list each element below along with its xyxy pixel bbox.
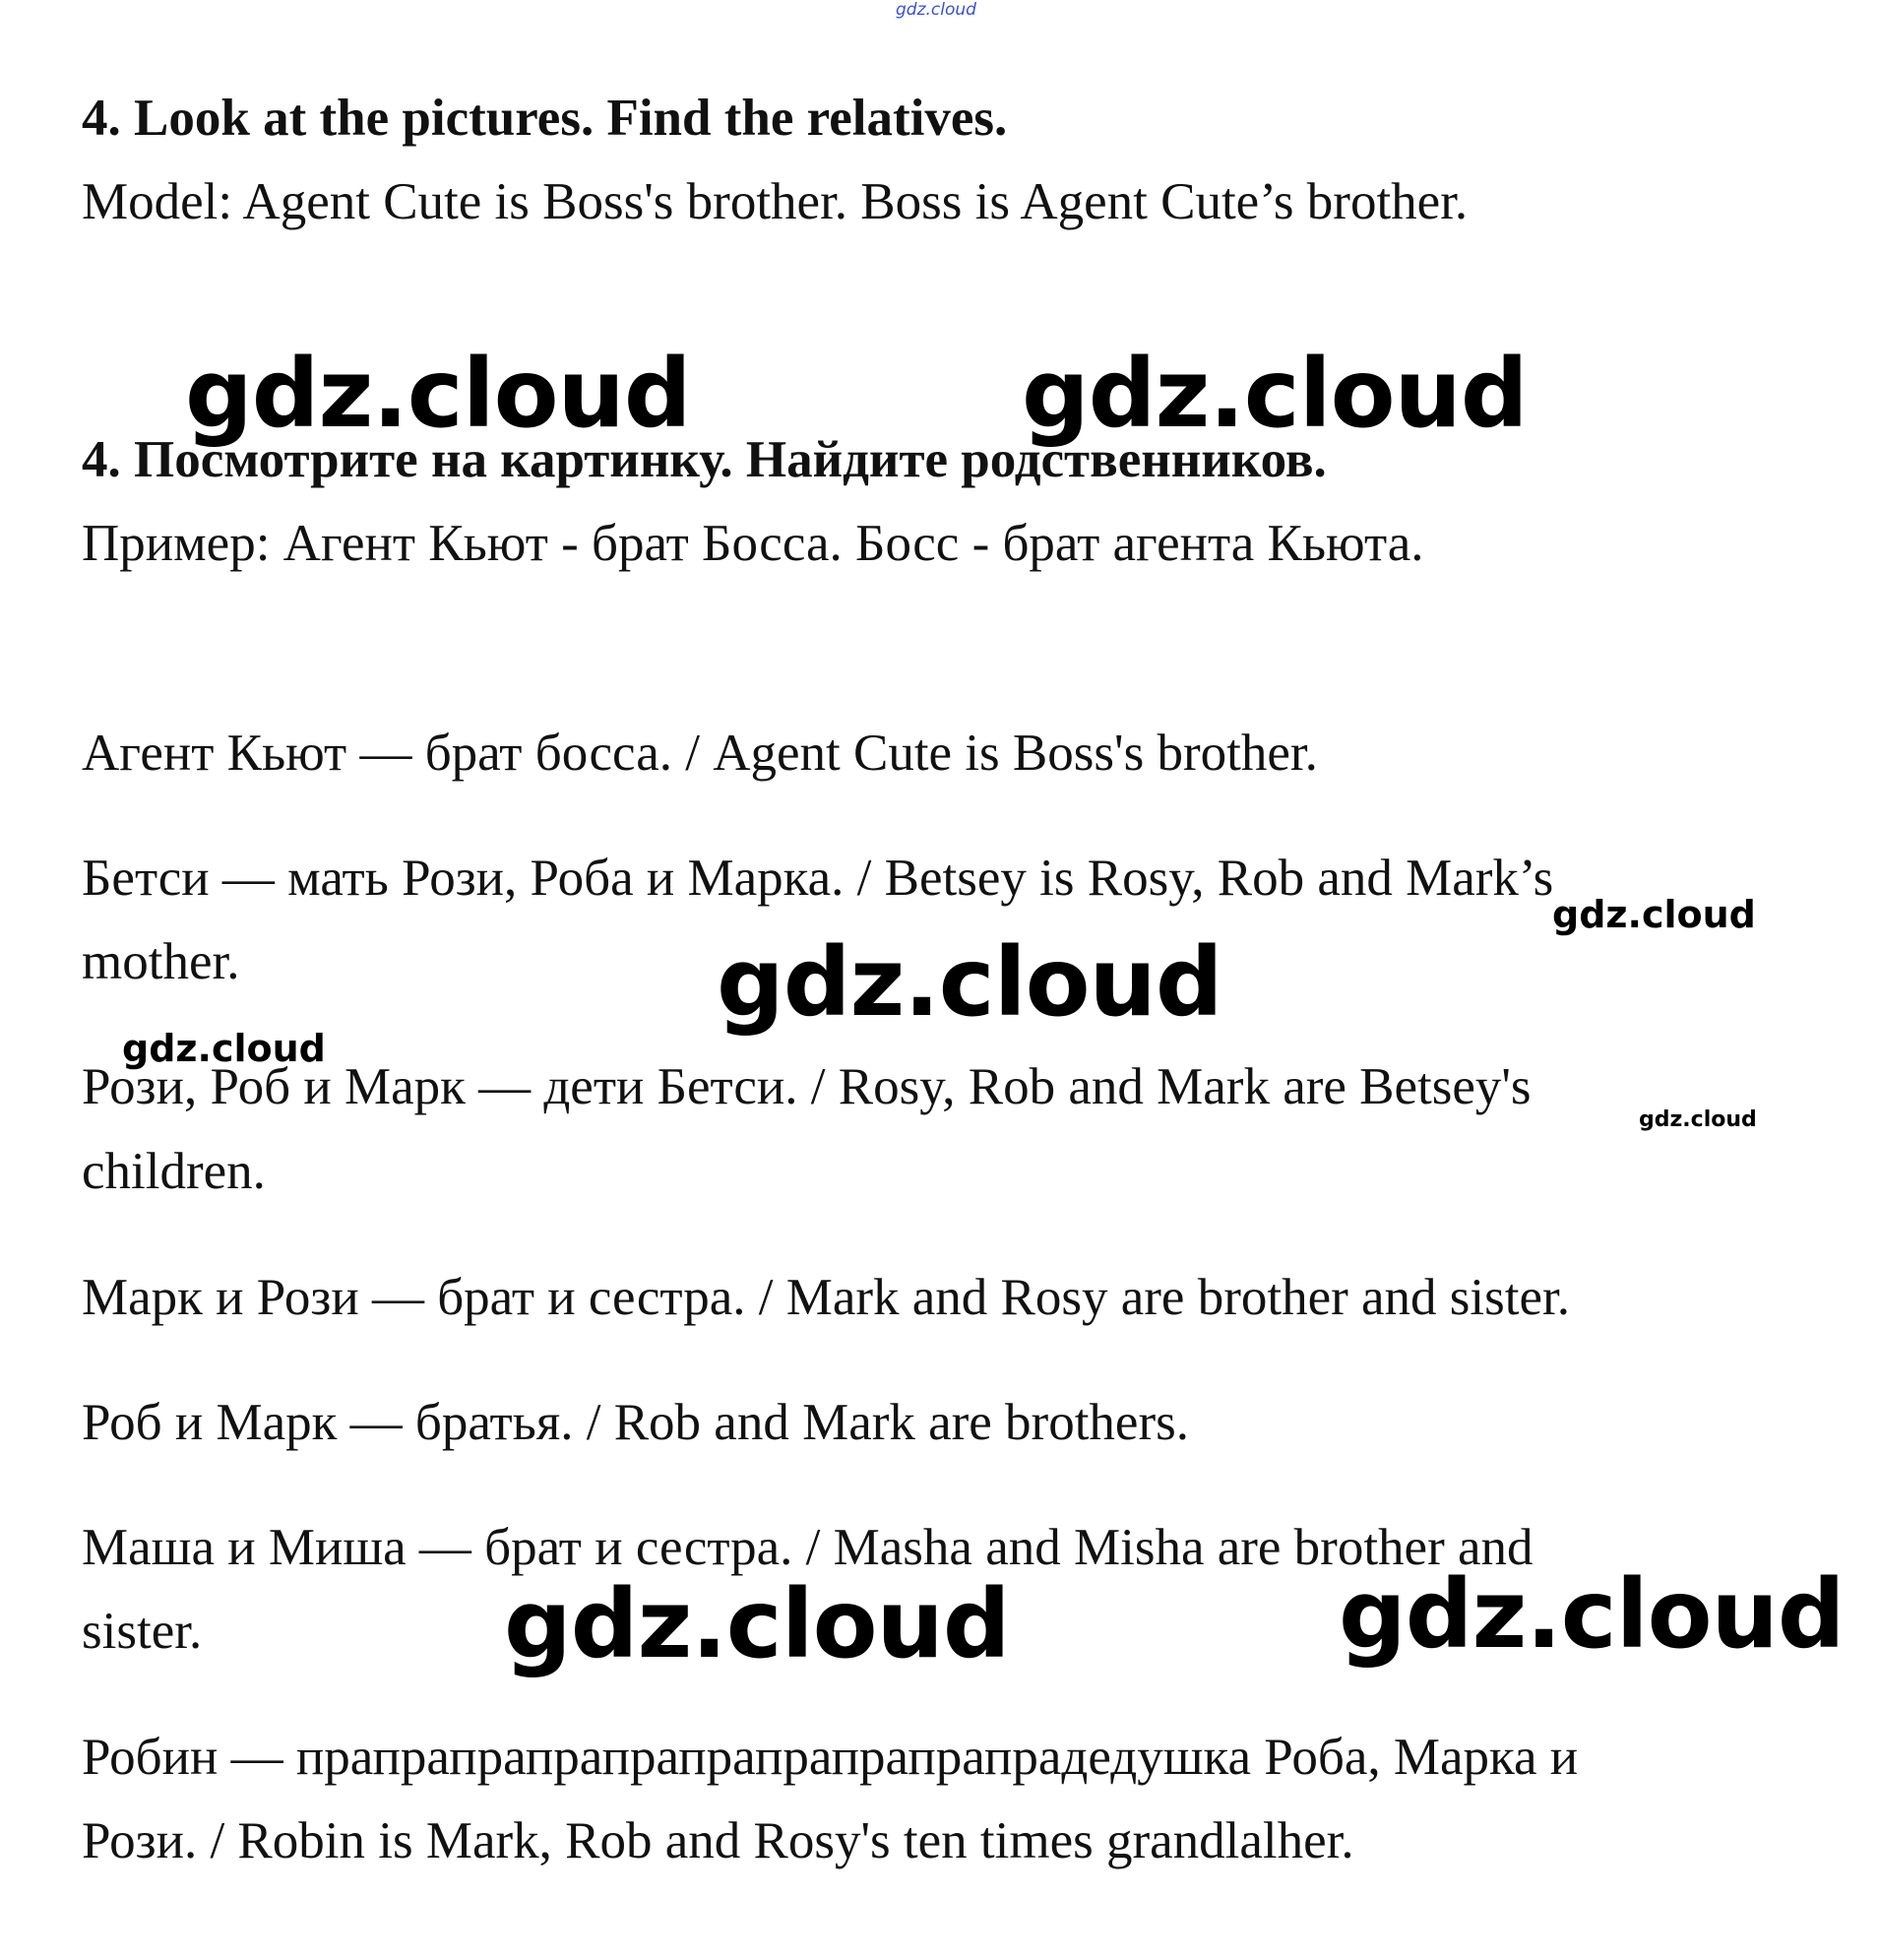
answer-line: mother. [82,933,240,990]
answer-line: Рози, Роб и Марк — дети Бетси. / Rosy, Rob and Mark are Betsey's [82,1058,1532,1115]
answer-line: Агент Кьют — брат босса. / Agent Cute is Boss's brother. [82,725,1318,782]
watermark: gdz.cloud [185,339,691,449]
task-model-en: Model: Agent Cute is Boss's brother. Boss is Agent Cute’s brother. [82,173,1469,230]
watermark: gdz.cloud [1022,339,1528,449]
task-heading-ru: 4. Посмотрите на картинку. Найдите родственников. [82,431,1327,488]
watermark: gdz.cloud [717,927,1222,1038]
watermark: gdz.cloud [504,1569,1010,1679]
top-watermark: gdz.cloud [896,0,976,20]
watermark: gdz.cloud [122,1027,326,1070]
task-model-ru: Пример: Агент Кьют - брат Босса. Босс - брат агента Кьюта. [82,515,1424,572]
task-heading-en: 4. Look at the pictures. Find the relatives. [82,90,1008,147]
answer-line: children. [82,1143,266,1200]
answer-line: Марк и Рози — брат и сестра. / Mark and Rosy are brother and sister. [82,1269,1570,1326]
answer-line: sister. [82,1603,203,1660]
watermark: gdz.cloud [1639,1107,1757,1132]
answer-line: Рози. / Robin is Mark, Rob and Rosy's ten times grandlalher. [82,1812,1354,1869]
answer-line: Робин — прапрапрапрапрапрапрапрапрапрадедушка Роба, Марка и [82,1729,1579,1786]
answer-line: Бетси — мать Рози, Роба и Марка. / Betsey is Rosy, Rob and Mark’s [82,850,1554,907]
answer-line: Роб и Марк — братья. / Rob and Mark are brothers. [82,1394,1189,1451]
watermark: gdz.cloud [1339,1559,1845,1670]
answer-line: Маша и Миша — брат и сестра. / Masha and Misha are brother and [82,1519,1534,1576]
watermark: gdz.cloud [1552,893,1756,936]
